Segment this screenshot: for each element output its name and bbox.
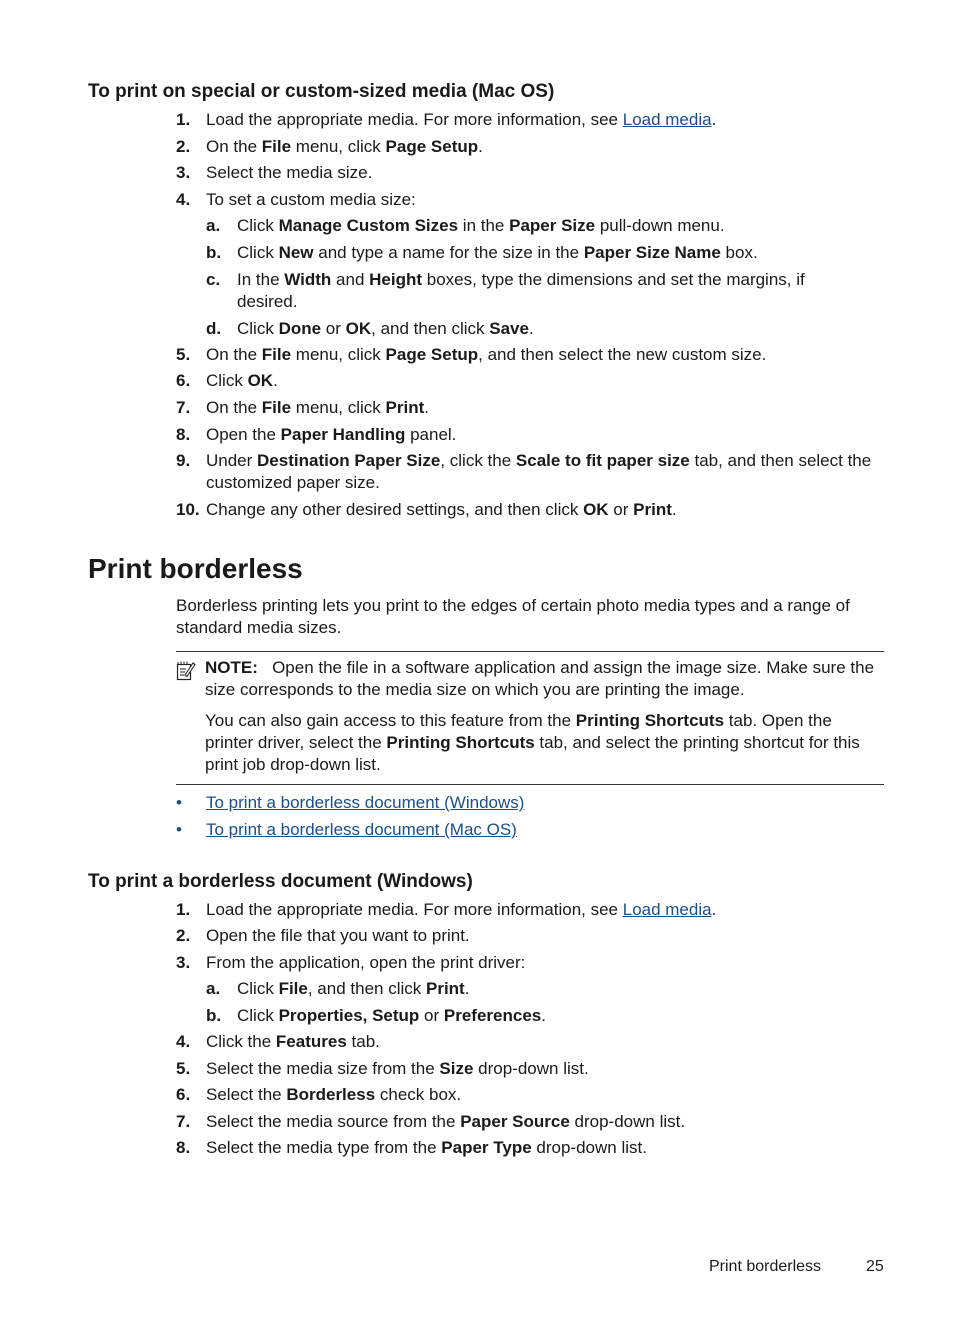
load-media-link-2[interactable]: Load media (622, 900, 712, 919)
note-bottom-rule (176, 784, 884, 785)
win-step-4: 4. Click the Features tab. (176, 1032, 380, 1051)
step-8: 8. Open the Paper Handling panel. (176, 425, 457, 444)
step-1: 1. Load the appropriate media. For more information, see Load media. (176, 110, 717, 129)
win-step-7: 7. Select the media source from the Paper Source drop-down list. (176, 1112, 686, 1131)
win-step-5: 5. Select the media size from the Size drop-down list. (176, 1059, 589, 1078)
note-top-rule (176, 651, 884, 652)
note-paragraph-2: You can also gain access to this feature from the Printing Shortcuts tab. Open the printer driver, select the Printing Shortcuts tab, and select the printing shortcut for this print job drop-down list. (205, 711, 860, 774)
win-step-1: 1. Load the appropriate media. For more information, see Load media. (176, 900, 717, 919)
step-7: 7. On the File menu, click Print. (176, 398, 430, 417)
win-step-2: 2. Open the file that you want to print. (176, 926, 470, 945)
intro-paragraph: Borderless printing lets you print to the edges of certain photo media types and a range of standard media sizes. (176, 596, 850, 637)
bullet-icon: • (176, 793, 182, 812)
footer-page-number: 25 (866, 1258, 884, 1275)
step-4d: d. Click Done or OK, and then click Save. (206, 319, 534, 338)
step-4: 4. To set a custom media size: (176, 190, 416, 209)
section-heading-custom-media-mac: To print on special or custom-sized media (Mac OS) (88, 81, 555, 102)
win-step-3b: b. Click Properties, Setup or Preferences. (206, 1006, 546, 1025)
page-title-print-borderless: Print borderless (88, 553, 303, 584)
win-step-3a: a. Click File, and then click Print. (206, 979, 470, 998)
win-step-6: 6. Select the Borderless check box. (176, 1085, 462, 1104)
borderless-windows-link[interactable]: To print a borderless document (Windows) (206, 793, 525, 812)
note-pencil-icon (176, 660, 196, 682)
step-4c: c. In the Width and Height boxes, type the dimensions and set the margins, if desired. (206, 270, 805, 311)
step-6: 6. Click OK. (176, 371, 278, 390)
step-5: 5. On the File menu, click Page Setup, and then select the new custom size. (176, 345, 767, 364)
note-label: NOTE: (205, 658, 258, 677)
footer-section-title: Print borderless (709, 1258, 822, 1275)
borderless-mac-link[interactable]: To print a borderless document (Mac OS) (206, 820, 517, 839)
step-4a: a. Click Manage Custom Sizes in the Paper Size pull-down menu. (206, 216, 725, 235)
step-3: 3. Select the media size. (176, 163, 373, 182)
step-4b: b. Click New and type a name for the size in the Paper Size Name box. (206, 243, 758, 262)
step-10: 10. Change any other desired settings, and then click OK or Print. (176, 500, 677, 519)
win-step-8: 8. Select the media type from the Paper Type drop-down list. (176, 1138, 647, 1157)
step-2: 2. On the File menu, click Page Setup. (176, 137, 483, 156)
section-heading-borderless-windows: To print a borderless document (Windows) (88, 871, 473, 892)
step-9: 9. Under Destination Paper Size, click the Scale to fit paper size tab, and then select the customized paper size. (176, 451, 872, 492)
load-media-link[interactable]: Load media (622, 110, 712, 129)
bullet-icon: • (176, 820, 182, 839)
note-paragraph: NOTE: Open the file in a software application and assign the image size. Make sure the size corresponds to the media size on which you are printing the image. (205, 658, 875, 699)
win-step-3: 3. From the application, open the print driver: (176, 953, 526, 972)
